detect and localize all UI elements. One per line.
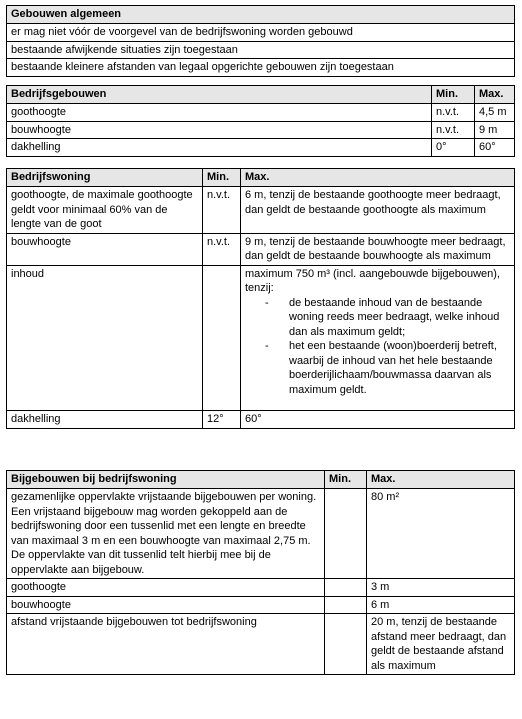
table-row bbox=[7, 614, 515, 675]
row-label: gezamenlijke oppervlakte vrijstaande bijgebouwen per woning. Een vrijstaand bijgebouw mag worden gekoppeld aan de bedrijfswoning door een tussenlid met een lengte en breedte van maximaal 3 m en een bouwhoogte van maximaal 2,75 m. De oppervlakte van dit tussenlid telt hierbij mee bij de oppervlakte aan bijgebouw. bbox=[7, 489, 325, 579]
column-header-min: Min. bbox=[325, 471, 367, 489]
column-header-min: Min. bbox=[432, 86, 475, 104]
row-min: n.v.t. bbox=[432, 121, 475, 139]
row-min bbox=[325, 489, 367, 579]
table-bijgebouwen bbox=[6, 470, 515, 675]
row-min: n.v.t. bbox=[203, 233, 241, 265]
table-title: Bedrijfsgebouwen bbox=[7, 86, 432, 104]
row-label: dakhelling bbox=[7, 139, 432, 157]
table-row bbox=[7, 104, 515, 122]
table-row bbox=[7, 411, 515, 429]
table-row bbox=[7, 233, 515, 265]
table-cell: bestaande afwijkende situaties zijn toegestaan bbox=[7, 41, 515, 59]
row-max: 20 m, tenzij de bestaande afstand meer bedraagt, dan geldt de bestaande afstand als maximum bbox=[367, 614, 515, 675]
row-max: 4,5 m bbox=[475, 104, 515, 122]
row-label: dakhelling bbox=[7, 411, 203, 429]
row-max: 3 m bbox=[367, 579, 515, 597]
table-title: Bedrijfswoning bbox=[7, 169, 203, 187]
inhoud-exceptions-list bbox=[245, 296, 510, 398]
row-label: goothoogte, de maximale goothoogte geldt voor minimaal 60% van de lengte van de goot bbox=[7, 187, 203, 234]
row-max: 80 m² bbox=[367, 489, 515, 579]
list-item: - de bestaande inhoud van de bestaande woning reeds meer bedraagt, welke inhoud dan als maximum geldt; bbox=[277, 296, 510, 340]
table-row bbox=[7, 596, 515, 614]
table-title: Bijgebouwen bij bedrijfswoning bbox=[7, 471, 325, 489]
table-cell: bestaande kleinere afstanden van legaal opgerichte gebouwen zijn toegestaan bbox=[7, 59, 515, 77]
row-label: bouwhoogte bbox=[7, 121, 432, 139]
row-label: bouwhoogte bbox=[7, 233, 203, 265]
table-bedrijfswoning bbox=[6, 168, 515, 429]
table-row bbox=[7, 139, 515, 157]
column-header-min: Min. bbox=[203, 169, 241, 187]
row-min: n.v.t. bbox=[203, 187, 241, 234]
table-title: Gebouwen algemeen bbox=[7, 6, 515, 24]
row-max: 6 m bbox=[367, 596, 515, 614]
row-min bbox=[325, 596, 367, 614]
row-min: 12° bbox=[203, 411, 241, 429]
list-item: - het een bestaande (woon)boerderij betreft, waarbij de inhoud van het hele bestaande boerderijlichaam/bouwmassa daarvan als maximum geldt. bbox=[277, 339, 510, 397]
row-label: bouwhoogte bbox=[7, 596, 325, 614]
row-max: 60° bbox=[475, 139, 515, 157]
row-max: 9 m, tenzij de bestaande bouwhoogte meer bedraagt, dan geldt de bestaande bouwhoogte als maximum bbox=[241, 233, 515, 265]
table-gebouwen-algemeen bbox=[6, 5, 515, 77]
row-label: afstand vrijstaande bijgebouwen tot bedrijfswoning bbox=[7, 614, 325, 675]
table-row bbox=[7, 579, 515, 597]
row-min bbox=[325, 579, 367, 597]
row-max: 6 m, tenzij de bestaande goothoogte meer bedraagt, dan geldt de bestaande goothoogte als maximum bbox=[241, 187, 515, 234]
column-header-max: Max. bbox=[241, 169, 515, 187]
table-row bbox=[7, 187, 515, 234]
row-label: goothoogte bbox=[7, 104, 432, 122]
row-max: 60° bbox=[241, 411, 515, 429]
table-cell: er mag niet vóór de voorgevel van de bedrijfswoning worden gebouwd bbox=[7, 24, 515, 42]
inhoud-intro: maximum 750 m³ (incl. aangebouwde bijgebouwen), tenzij: bbox=[245, 267, 500, 294]
row-label: goothoogte bbox=[7, 579, 325, 597]
row-min: n.v.t. bbox=[432, 104, 475, 122]
row-max bbox=[241, 265, 515, 411]
table-row bbox=[7, 265, 515, 411]
table-row bbox=[7, 489, 515, 579]
table-row bbox=[7, 121, 515, 139]
row-label: inhoud bbox=[7, 265, 203, 411]
column-header-max: Max. bbox=[475, 86, 515, 104]
row-min: 0° bbox=[432, 139, 475, 157]
row-max: 9 m bbox=[475, 121, 515, 139]
column-header-max: Max. bbox=[367, 471, 515, 489]
row-min bbox=[325, 614, 367, 675]
table-bedrijfsgebouwen bbox=[6, 85, 515, 157]
row-min bbox=[203, 265, 241, 411]
